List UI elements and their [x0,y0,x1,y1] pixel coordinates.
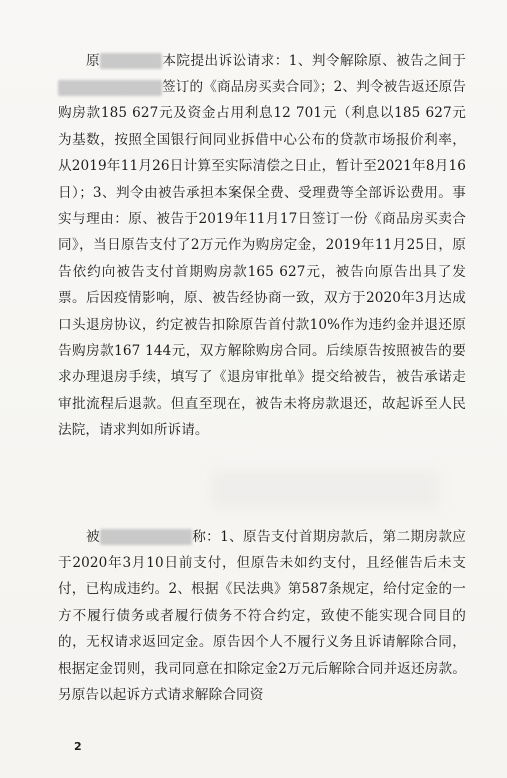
defendant-response-paragraph [58,524,466,709]
text-segment: 签订的《商品房买卖合同》；2、判令被告返还原告购房款185 627元及资金占用利息12 701元（利息以185 627元为基数，按照全国银行间同业拆借中心公布的贷款市场报价利率，从2019年11月26日计算至实际清偿之日止，暂计至2021年8月16日）；3、判令由被告承担本案保全费、受理费等全部诉讼费用。事实与理由：原、被告于2019年11月17日签订一份《商品房买卖合同》，当日原告支付了2万元作为购房定金，2019年11月25日，原告依约向被告支付首期购房款165 627元，被告向原告出具了发票。后因疫情影响，原、被告经协商一致，双方于2020年3月达成口头退房协议，约定被告扣除原告首付款10%作为违约金并退还原告购房款167 144元，双方解除购房合同。后续原告按照被告的要求办理退房手续，填写了《退房审批单》提交给被告，被告承诺走审批流程后退款。但直至现在，被告未将房款退还，故起诉至人民法院，请求判如所诉请。 [58,79,466,439]
redacted-plaintiff-name [100,53,162,69]
text-segment: 本院提出诉讼请求：1、判令解除原、被告之间于 [162,52,466,69]
redacted-date [58,80,162,96]
text-segment: 原 [86,52,101,69]
text-segment: 称：1、原告支付首期房款后，第二期房款应于2020年3月10日前支付，但原告未如约支付，且经催告后未支付，已构成违约。2、根据《民法典》第587条规定，给付定金的一方不履行债务或者履行债务不符合约定，致使不能实现合同目的的，无权请求返回定金。原告因个人不履行义务且诉请解除合同，根据定金罚则，我司同意在扣除定金2万元后解除合同并返还房款。另原告以起诉方式请求解除合同资 [58,528,466,704]
text-segment: 被 [86,528,100,545]
page-number: 2 [74,740,82,753]
redacted-defendant-name [100,529,192,545]
bleed-through-shadow [210,470,440,510]
plaintiff-claims-paragraph [58,48,466,444]
